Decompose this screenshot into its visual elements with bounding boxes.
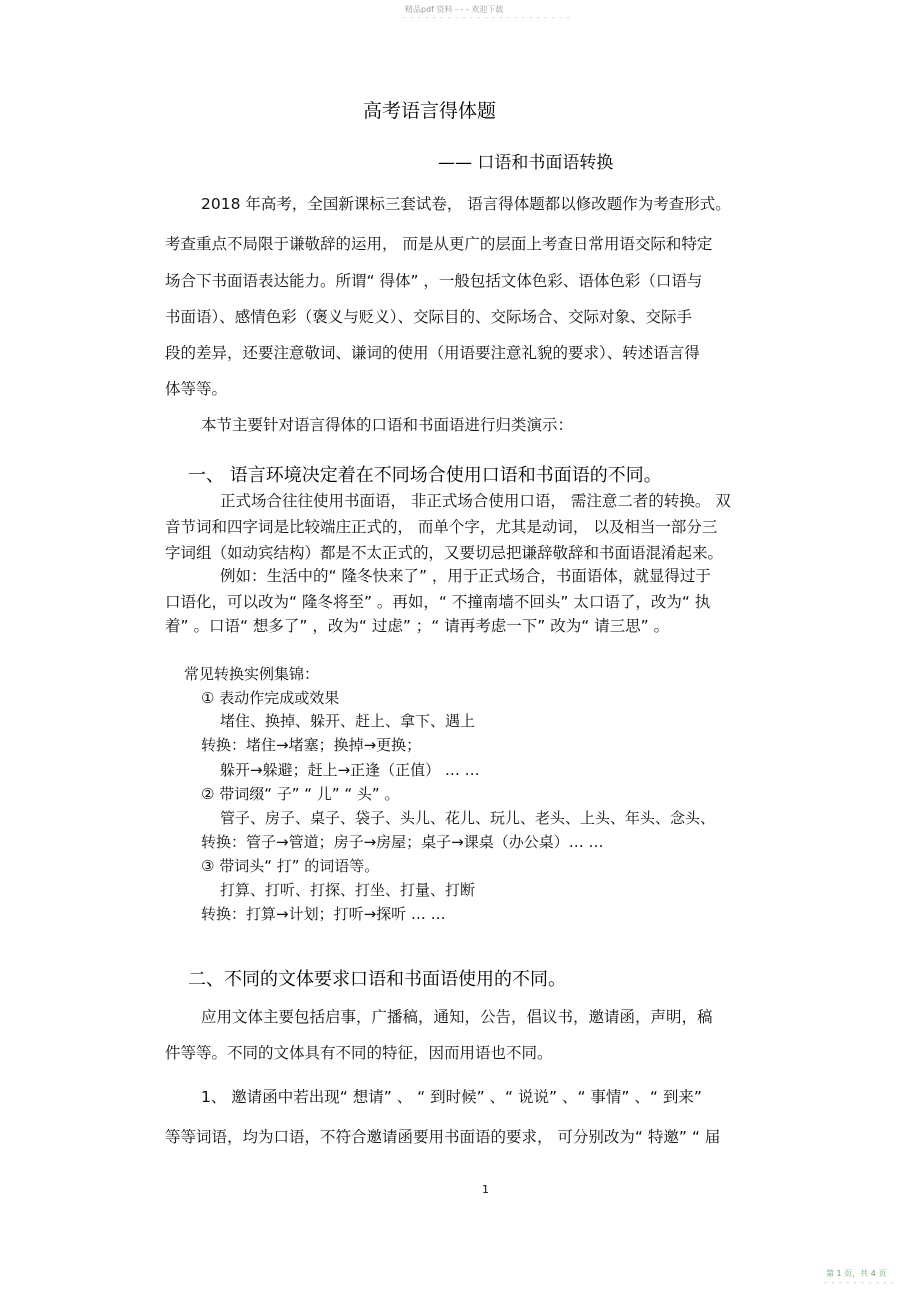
intro-line-1: 2018 年高考，全国新课标三套试卷， 语言得体题都以修改题作为考查形式。 (201, 195, 731, 213)
intro-line-3: 场合下书面语表达能力。所谓“ 得体” ，一般包括文体色彩、语体色彩（口语与 (165, 272, 703, 290)
list-item: 转换：管子→管道；房子→房屋；桌子→课桌（办公桌）… … (201, 833, 604, 851)
collection-title: 常见转换实例集锦： (184, 665, 320, 683)
intro-line-2: 考查重点不局限于谦敬辞的运用， 而是从更广的层面上考查日常用语交际和特定 (165, 235, 713, 253)
list-item: 转换：堵住→堵塞；换掉→更换； (201, 736, 422, 754)
list-item: ① 表动作完成或效果 (201, 689, 340, 707)
list-item: ③ 带词头“ 打” 的词语等。 (201, 857, 380, 875)
page-title: 高考语言得体题 (363, 100, 497, 122)
section2-point-line-1: 1、 邀请函中若出现“ 想请” 、 “ 到时候” 、“ 说说” 、“ 事情” 、“ 到来” (201, 1088, 702, 1106)
intro-line-6: 体等等。 (165, 380, 228, 398)
section1-para-line-1: 正式场合往往使用书面语， 非正式场合使用口语， 需注意二者的转换。 双 (220, 492, 731, 510)
header-watermark: 精品pdf 资料 - - - 欢迎下载 (405, 5, 504, 14)
section2-para-line-2: 件等等。不同的文体具有不同的特征，因而用语也不同。 (165, 1044, 553, 1062)
intro-line-4: 书面语）、感情色彩（褒义与贬义）、交际目的、交际场合、交际对象、交际手 (165, 308, 693, 326)
section1-example-line-2: 口语化，可以改为“ 隆冬将至” 。再如，“ 不撞南墙不回头” 太口语了，改为“ 执 (165, 593, 711, 611)
section2-heading: 二、不同的文体要求口语和书面语使用的不同。 (188, 969, 566, 990)
section1-example-line-3: 着” 。口语“ 想多了” ，改为“ 过虑” ；“ 请再考虑一下” 改为“ 请三思” 。 (165, 617, 670, 635)
list-item: 躲开→躲避；赶上→正逢（正值） … … (220, 761, 480, 779)
footer-page-info: 第 1 页，共 4 页 (826, 1269, 887, 1278)
intro-line-5: 段的差异，还要注意敬词、谦词的使用（用语要注意礼貌的要求）、转述语言得 (165, 344, 700, 362)
footer-dots: - - - - - - - - - - (824, 1278, 895, 1287)
page-subtitle: —— 口语和书面语转换 (438, 153, 614, 173)
list-item: 管子、房子、桌子、袋子、头儿、花儿、玩儿、老头、上头、年头、念头、 (220, 809, 716, 827)
intro-note: 本节主要针对语言得体的口语和书面语进行归类演示： (201, 416, 574, 434)
section1-example-line-1: 例如：生活中的“ 隆冬快来了” ，用于正式场合，书面语体，就显得过于 (220, 567, 711, 585)
list-item: 打算、打听、打探、打坐、打量、打断 (220, 881, 476, 899)
list-item: 转换：打算→计划；打听→探听 … … (201, 905, 446, 923)
list-item: 堵住、换掉、躲开、赶上、拿下、遇上 (220, 712, 476, 730)
section1-heading: 一、 语言环境决定着在不同场合使用口语和书面语的不同。 (188, 465, 662, 486)
header-dots: - - - - - - - - - - - - - - - - - - - - - - - (403, 13, 571, 22)
section1-para-line-2: 音节词和四字词是比较端庄正式的， 而单个字，尤其是动词， 以及相当一部分三 (165, 518, 718, 536)
section2-point-line-2: 等等词语，均为口语，不符合邀请函要用书面语的要求， 可分别改为“ 特邀” “ 届 (165, 1128, 721, 1146)
page-number: 1 (482, 1183, 489, 1196)
list-item: ② 带词缀“ 子” “ 儿” “ 头” 。 (201, 785, 400, 803)
section2-para-line-1: 应用文体主要包括启事，广播稿，通知，公告，倡议书，邀请函，声明，稿 (201, 1008, 713, 1026)
section1-para-line-3: 字词组（如动宾结构）都是不太正式的，又要切忌把谦辞敬辞和书面语混淆起来。 (165, 544, 724, 562)
